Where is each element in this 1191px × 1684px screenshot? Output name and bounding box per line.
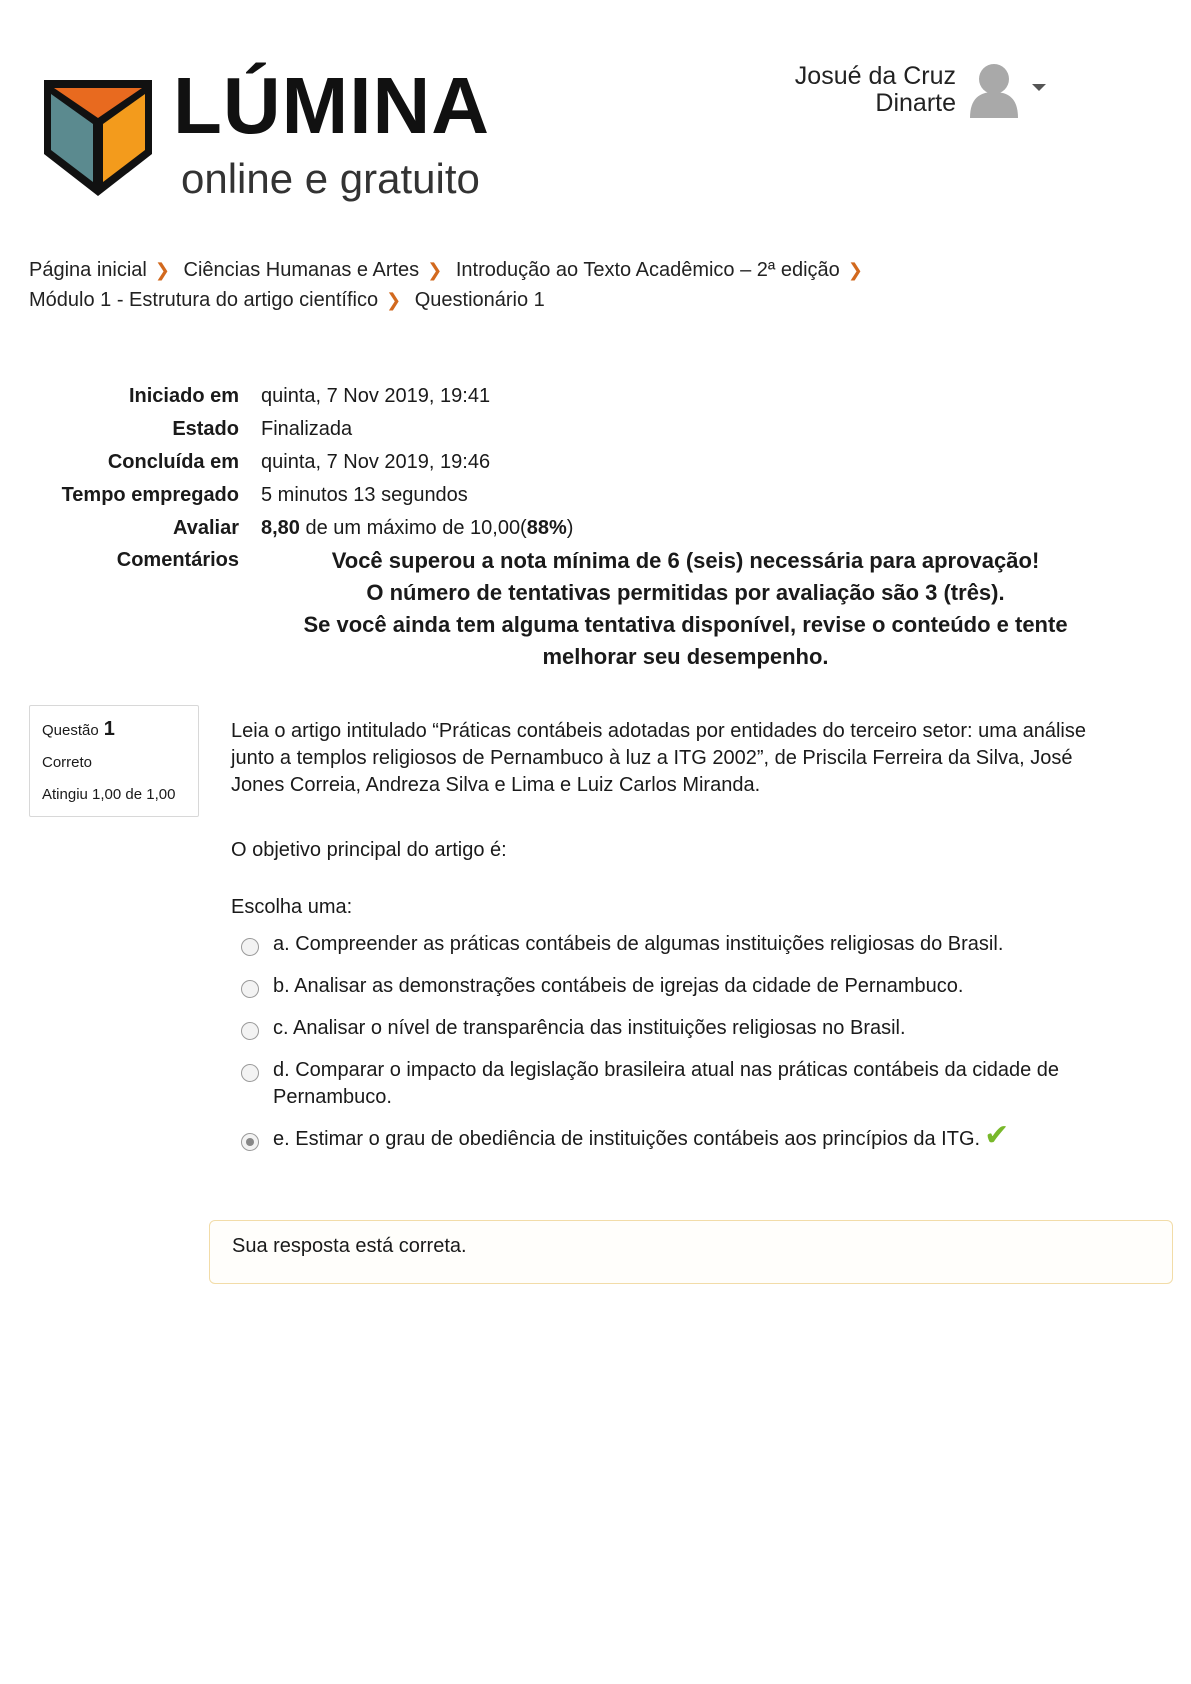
question-number: 1 [103,718,115,740]
radio-button[interactable] [241,1064,259,1082]
time-label: Tempo empregado [61,484,239,506]
started-value: quinta, 7 Nov 2019, 19:41 [261,385,491,407]
choose-label: Escolha uma: [231,896,353,918]
completed-label: Concluída em [107,451,239,473]
question-info-box [29,705,199,817]
chevron-right-icon: ❯ [154,260,170,280]
logo-shield-icon [38,74,158,202]
breadcrumb-module[interactable]: Módulo 1 - Estrutura do artigo científico [29,289,379,311]
radio-button[interactable] [241,1022,259,1040]
grade-label: Avaliar [173,517,239,539]
option-b[interactable]: b. Analisar as demonstrações contábeis de igrejas da cidade de Pernambuco. [231,973,1131,1000]
time-value: 5 minutos 13 segundos [261,484,468,506]
feedback-box [209,1220,1173,1284]
option-c[interactable]: c. Analisar o nível de transparência das instituições religiosas no Brasil. [231,1015,1131,1042]
user-name: Josué da Cruz Dinarte [794,62,956,117]
radio-button[interactable] [241,980,259,998]
state-label: Estado [172,418,239,440]
radio-button[interactable] [241,938,259,956]
comments-text: Você superou a nota mínima de 6 (seis) necessária para aprovação! O número de tentativas permitidas por avaliação são 3 (três). Se você ainda tem alguma tentativa disponível, revise o conteúdo e tente melhorar seu desempenho. [303,548,1068,669]
question-prompt: O objetivo principal do artigo é: [231,839,507,861]
question-content [231,718,1131,1168]
chevron-down-icon[interactable] [1032,84,1046,91]
option-e[interactable]: e. Estimar o grau de obediência de instituições contábeis aos princípios da ITG. ✔ [231,1126,1131,1153]
question-status: Correto [42,754,93,771]
feedback-text: Sua resposta está correta. [232,1235,467,1257]
chevron-right-icon: ❯ [847,260,863,280]
breadcrumb-course[interactable]: Introdução ao Texto Acadêmico – 2ª edição [455,259,840,281]
logo-tagline: online e gratuito [181,155,480,202]
chevron-right-icon: ❯ [386,290,402,310]
question-text: Leia o artigo intitulado “Práticas contábeis adotadas por entidades do terceiro setor: uma análise junto a templos religiosos de Pernambuco à luz a ITG 2002”, de Priscila Ferreira da Silva, José Jones Correia, Andreza Silva e Lima e Luiz Carlos Miranda. [231,720,1086,796]
breadcrumb-quiz[interactable]: Questionário 1 [414,289,545,311]
option-d[interactable]: d. Comparar o impacto da legislação brasileira atual nas práticas contábeis da cidade de Pernambuco. [231,1057,1131,1111]
site-logo[interactable] [38,58,498,208]
breadcrumb [29,255,1129,315]
breadcrumb-home[interactable]: Página inicial [29,259,147,281]
radio-button-selected[interactable] [241,1133,259,1151]
attempt-summary [40,380,1150,673]
chevron-right-icon: ❯ [427,260,443,280]
logo-brand: LÚMINA [173,61,491,150]
answer-options [231,931,1131,1153]
question-mark: Atingiu 1,00 de 1,00 [42,786,176,803]
checkmark-icon: ✔ [984,1119,1010,1152]
started-label: Iniciado em [128,385,239,407]
breadcrumb-category[interactable]: Ciências Humanas e Artes [183,259,420,281]
option-a[interactable]: a. Compreender as práticas contábeis de algumas instituições religiosas do Brasil. [231,931,1131,958]
state-value: Finalizada [261,418,353,440]
avatar-icon[interactable] [968,62,1020,118]
comments-label: Comentários [116,549,239,571]
question-label: Questão [42,722,99,739]
grade-value: 8,80 de um máximo de 10,00(88%) [261,517,574,539]
completed-value: quinta, 7 Nov 2019, 19:46 [261,451,491,473]
user-menu[interactable] [795,62,1046,118]
